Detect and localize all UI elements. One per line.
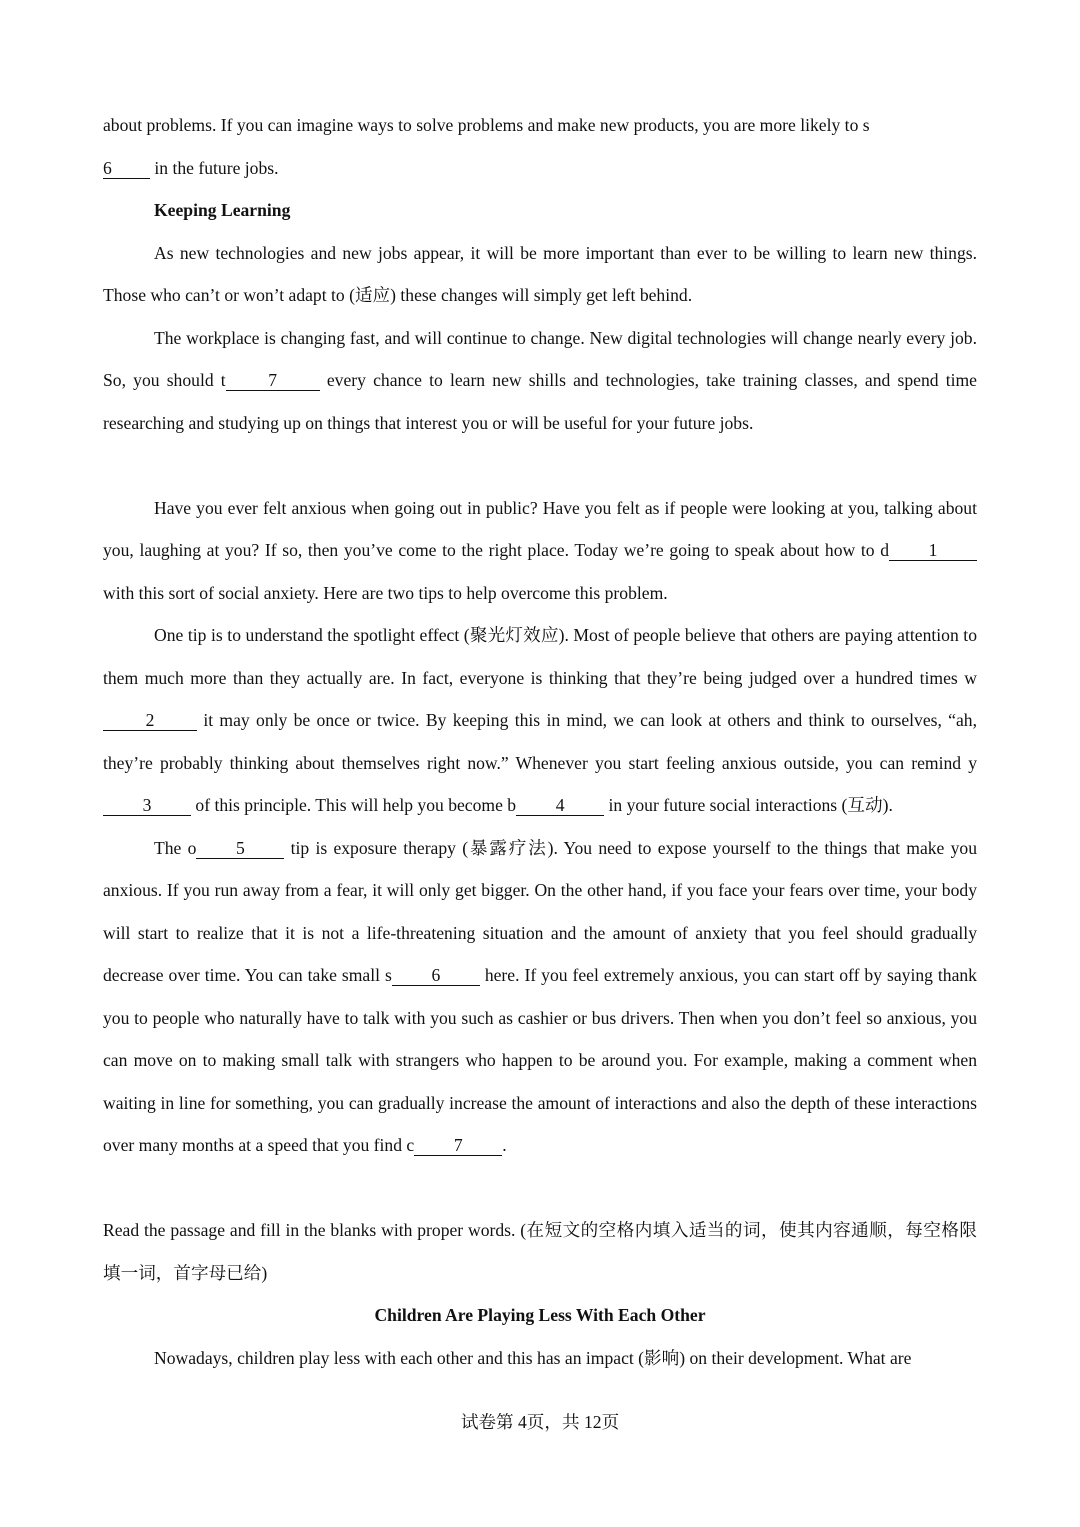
passage2-blank-1: 1 — [889, 540, 977, 561]
passage2-p2-text-b: it may only be once or twice. By keeping this in mind, we can look at others and think to ourselves, “ah, they’re probably thinking about themselves right now.” Whenever you start feeling anxious outside, you can remind y — [103, 710, 977, 773]
passage1-blank-6: 6 — [103, 158, 150, 179]
spacer — [103, 444, 977, 487]
section-heading-keeping-learning: Keeping Learning — [154, 200, 291, 220]
passage2-p1-text-b: with this sort of social anxiety. Here are two tips to help overcome this problem. — [103, 582, 668, 603]
section3-paragraph-1: Nowadays, children play less with each other and this has an impact (影响) on their development. What are — [154, 1347, 912, 1368]
passage2-blank-4: 4 — [516, 795, 604, 816]
passage2-p3-text-d: . — [502, 1135, 507, 1155]
passage1-paragraph-3 — [103, 317, 977, 445]
passage1-p3-text-b: every chance to learn new shills and technologies, take training classes, and spend time researching and studying up on things that interest you or will be useful for your future jobs. — [103, 370, 977, 433]
passage2-p2-text-a: One tip is to understand the spotlight effect (聚光灯效应). Most of people believe that others are paying attention to them much more than they actually are. In fact, everyone is thinking that they’re being judged over a hundred times w — [103, 625, 977, 688]
passage2-p3-text-b: tip is exposure therapy (暴露疗法). You need to expose yourself to the things that make you anxious. If you run away from a fear, it will only get bigger. On the other hand, if you face your fears over time, your body will start to realize that it is not a life-threatening situation and the amount of anxiety that you feel should gradually decrease over time. You can take small s — [103, 837, 977, 985]
passage2-blank-2: 2 — [103, 710, 197, 731]
exam-page-body — [103, 104, 977, 1379]
page-footer: 试卷第 4页，共 12页 — [460, 1412, 620, 1432]
passage2-p1-text-a: Have you ever felt anxious when going out in public? Have you felt as if people were looking at you, talking about you, laughing at you? If so, then you’ve come to the right place. Today we’re going to speak about how to d — [103, 497, 977, 560]
section3-instruction: Read the passage and fill in the blanks with proper words. (在短文的空格内填入适当的词，使其内容通顺，每空格限填一词，首字母已给) — [103, 1220, 977, 1283]
passage2-blank-3: 3 — [103, 795, 191, 816]
passage2-p3-text-c: here. If you feel extremely anxious, you can start off by saying thank you to people who naturally have to talk with you such as cashier or bus drivers. Then when you don’t feel so anxious, you can move on to making small talk with strangers who happen to be around you. For example, making a comment when waiting in line for something, you can gradually increase the amount of interactions and also the depth of these interactions over many months at a speed that you find c — [103, 965, 977, 1155]
passage2-paragraph-3 — [103, 827, 977, 1167]
passage1-blank-7: 7 — [226, 370, 320, 391]
section3-passage-title: Children Are Playing Less With Each Other — [374, 1305, 706, 1325]
passage2-p2-text-c: of this principle. This will help you become b — [191, 795, 517, 815]
passage2-p3-text-a: The o — [154, 837, 197, 858]
passage2-blank-5: 5 — [196, 838, 284, 859]
passage1-text-a: about problems. If you can imagine ways to solve problems and make new products, you are more likely to s — [103, 115, 870, 135]
passage2-blank-7: 7 — [414, 1135, 502, 1156]
passage2-paragraph-2 — [103, 614, 977, 827]
spacer — [103, 1167, 977, 1210]
passage2-blank-6: 6 — [392, 965, 480, 986]
passage1-p3-text-a: The workplace is changing fast, and will continue to change. New digital technologies will change nearly every job. So, you should t — [103, 327, 977, 390]
passage1-text-b: in the future jobs. — [150, 157, 279, 178]
passage1-continuation — [103, 104, 977, 189]
passage2-p2-text-d: in your future social interactions (互动). — [604, 795, 893, 815]
passage1-paragraph-2: As new technologies and new jobs appear, it will be more important than ever to be willing to learn new things. Those who can’t or won’t adapt to (适应) these changes will simply get left behind. — [103, 242, 977, 305]
passage2-paragraph-1 — [103, 487, 977, 615]
